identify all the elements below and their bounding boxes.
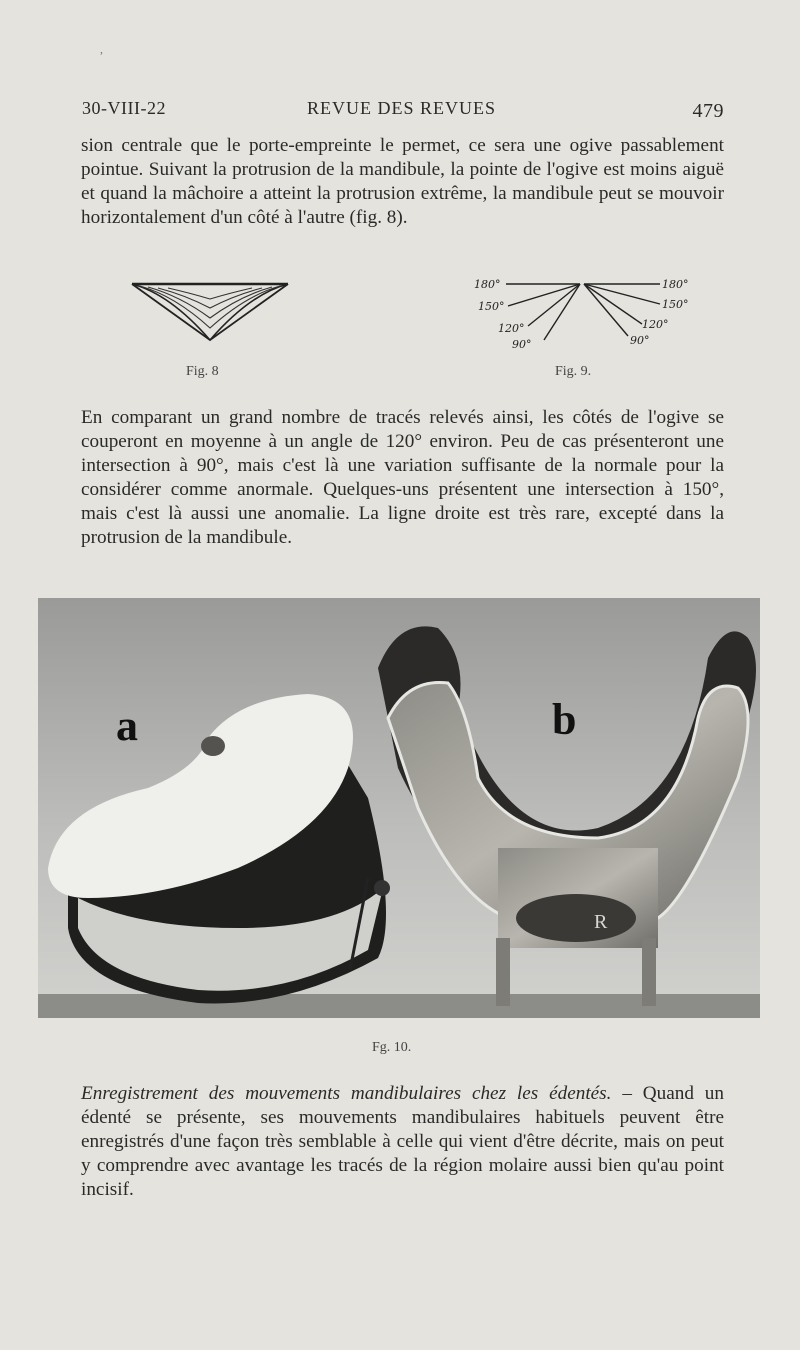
fig9-right-label-150: 150° [662, 298, 689, 311]
photo-label-b: b [552, 695, 577, 744]
section-heading-italic: Enregistrement des mouvements mandibulaires chez les édentés. [81, 1083, 612, 1104]
figure-8-diagram [130, 280, 290, 344]
header-title: REVUE DES REVUES [307, 98, 497, 118]
fig9-left-label-120: 120° [498, 322, 525, 335]
margin-mark: , [100, 42, 103, 56]
figure-9-diagram [470, 270, 720, 360]
fig9-left-label-150: 150° [478, 300, 505, 313]
fig9-left-label-90: 90° [512, 338, 532, 351]
fig9-right-label-90: 90° [630, 334, 650, 347]
fig9-right-label-120: 120° [642, 318, 669, 331]
page-number: 479 [692, 100, 724, 122]
paragraph-3-text: – Quand un édenté se présente, ses mouvements mandibulaires habituels peuvent être enregistrés d'une façon très semblable à celle qui vient d'être décrite, mais on peut y comprendre avec avantage les tracés de la région molaire aussi bien qu'au point incisif. [81, 1083, 724, 1200]
paragraph-3 [81, 1082, 724, 1202]
figure-10-photograph [38, 598, 760, 1018]
running-header [82, 96, 724, 126]
figure-10-caption: Fg. 10. [372, 1040, 412, 1055]
paragraph-2: En comparant un grand nombre de tracés relevés ainsi, les côtés de l'ogive se couperont en moyenne à un angle de 120° environ. Peu de cas présenteront une intersection à 90°, mais c'est là une variation suffisante de la normale pour la considérer comme anormale. Quelques-uns présentent une intersection à 150°, mais c'est là aussi une anomalie. La ligne droite est très rare, excepté dans la protrusion de la mandibule. [81, 407, 724, 548]
header-date: 30-VIII-22 [82, 98, 166, 118]
fig9-right-label-180: 180° [662, 278, 689, 291]
paragraph-1: sion centrale que le porte-empreinte le permet, ce sera une ogive passablement pointue. Suivant la protrusion de la mandibule, la pointe de l'ogive est moins aiguë et quand la mâchoire a atteint la protrusion extrême, la mandibule peut se mouvoir horizontalement d'un côté à l'autre (fig. 8). [81, 135, 724, 228]
plate-mark: R [594, 911, 608, 933]
figure-8-caption: Fig. 8 [186, 364, 219, 379]
figure-9-caption: Fig. 9. [555, 364, 592, 379]
fig9-left-label-180: 180° [474, 278, 501, 291]
photo-label-a: a [116, 701, 138, 750]
